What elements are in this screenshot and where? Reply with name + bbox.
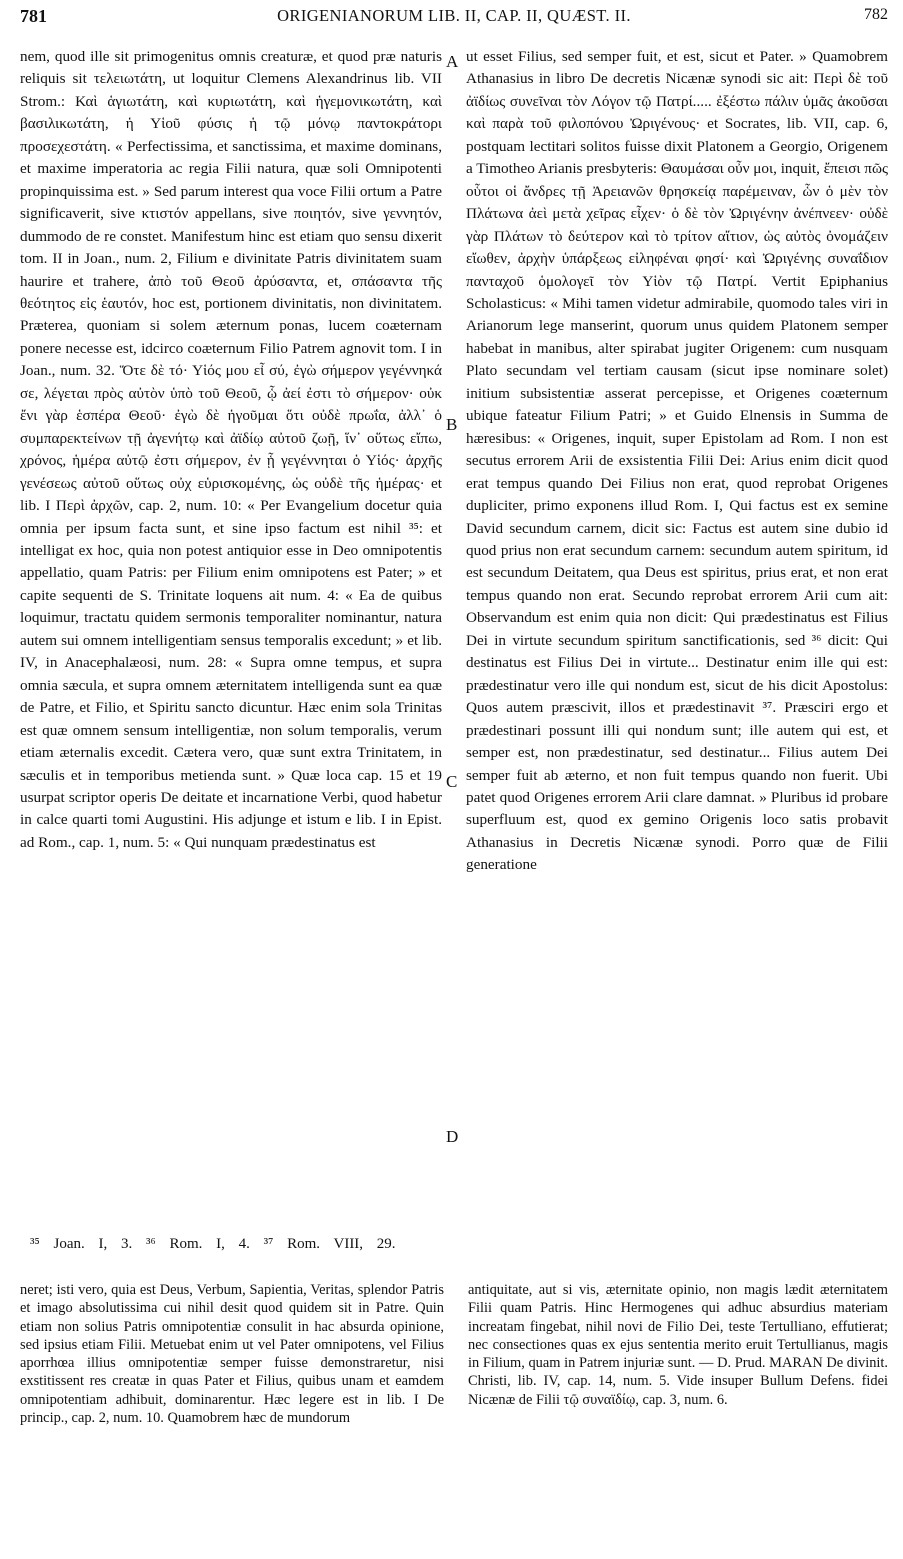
lower-right-note <box>468 1281 888 1409</box>
lower-left-text: neret; isti vero, quia est Deus, Verbum, Sapientia, Veritas, splendor Patris et imago absolutissima cui nihil desit quod quidem sit in Patre. Quin etiam non solius Patris omnipotentiæ consulit in hac absurda opinione, sed ipsius etiam Filii. Metuebat enim ut vel Pater omnipotens, vel Filius aporrhœa illius omnipotentiæ semper fuisse demonstraretur, nisi exstitissent res creatæ in quas Pater et Filius, quibus unam et eamdem omnipotentiam adhibuit, dominarentur. Hæc legere est in lib. I De princip., cap. 2, num. 10. Quamobrem hæc de mundorum <box>20 1282 444 1427</box>
page-number-right: 782 <box>864 6 888 23</box>
margin-marker-b: B <box>446 415 458 434</box>
footnotes: ³⁵ Joan. I, 3. ³⁶ Rom. I, 4. ³⁷ Rom. VIII, 29. <box>30 1236 396 1252</box>
right-column <box>466 46 888 877</box>
running-title: ORIGENIANORUM LIB. II, CAP. II, QUÆST. II. <box>277 6 631 25</box>
lower-right-text: antiquitate, aut si vis, æternitate opinio, non magis lædit æternitatem Filii quam Patris. Hinc Hermogenes qui adhuc absurdius materiam increatam fingebat, nihil novi de Filio Dei, teste Tertulliano, effutierat; nec consectiones quas ex ejus sententia merito eruit Tertullianus, magis in Filium, quam in Patrem injuriæ sunt. — D. Prud. MARAN De divinit. Christi, lib. IV, cap. 14, num. 5. Vide insuper Bullum Defens. fidei Nicænæ de Filii τῷ συναϊδίῳ, cap. 3, num. 6. <box>468 1282 888 1408</box>
page-number-left: 781 <box>20 6 47 26</box>
margin-marker-a: A <box>446 52 459 71</box>
margin-marker-d: D <box>446 1127 459 1146</box>
lower-left-note <box>20 1281 444 1427</box>
margin-marker-c: C <box>446 772 458 791</box>
page-header <box>20 6 888 32</box>
left-column <box>20 46 442 854</box>
right-column-text: ut esset Filius, sed semper fuit, et est, sicut et Pater. » Quamobrem Athanasius in libro De decretis Nicænæ synodi sic ait: Περὶ δὲ τοῦ ἀϊδίως συνεῖναι τὸν Λόγον τῷ Πατρί..... ἐξέστω πάλιν ὑμᾶς ἀκοῦσαι καὶ παρὰ τοῦ φιλοπόνου Ὠριγένους· et Socrates, lib. VII, cap. 6, postquam lectitari solitos fuisse dixit Platonem a Georgio, Origenem a Timotheo Arianis presbyteris: Θαυμάσαι οὖν μοι, inquit, ἔπεισι πῶς οὗτοι οἱ ἄνδρες τῇ Ἀρειανῶν θρησκείᾳ παρέμειναν, ὧν ὁ μὲν τὸν Πλάτωνα ἀεὶ μετὰ χεῖρας εἶχεν· ὁ δὲ τὸν Ὠριγένην ἀνέπνεεν· οὐδὲ γὰρ Πλάτων τὸ δεύτερον καὶ τὸ τρίτον αἴτιον, ὡς αὐτὸς ὀνομάζειν εἴωθεν, ἀρχὴν ὑπάρξεως εἰληφέναι φησί· καὶ Ὠριγένης συναΐδιον πανταχοῦ ὁμολογεῖ τὸν Υἱὸν τῷ Πατρί. Vertit Epiphanius Scholasticus: « Mihi tamen videtur admirabile, quomodo tales viri in Arianorum lege manserint, quorum unus quidem Platonem semper habebat in manibus, alter spirabat jugiter Origenem: cum nusquam Plato secundam vel tertiam causam (sicut ipse nominare solet) initium subsistentiæ asserat percepisse, et Origenes coæternum ubique fateatur Filium Patri; » et Guido Elnensis in Summa de hæresibus: « Origenes, inquit, super Epistolam ad Rom. I non est secutus errorem Arii de exsistentia Filii Dei: Arius enim dicit quod erat tempus quando Dei Filius non erat, quod reprobat Origenes dupliciter, primo exponens illud Rom. I, Qui factus est ex semine David secundum carnem, dicit sic: Factus est autem sine dubio id quod prius non erat secundum carnem: secundum autem spiritum, id est secundum Deitatem, qua Deus est spiritus, prius erat, et non erat tempus quando non erat. Secundo reprobat errorem Arii cum ait: Observandum est enim quia non dicit: Qui prædestinatus est Filius Dei in virtute secundum spiritum sanctificationis, sed ³⁶ dicit: Qui destinatus est Filius Dei in virtute... Destinatur enim ille qui est: prædestinatur vero ille qui nondum est, sicut de his dicit Apostolus: Quos autem præscivit, illos et prædestinavit ³⁷. Præsciri ergo et prædestinari possunt illi qui nondum sunt; ille autem qui est, et semper est, non prædestinatur, sed destinatur... Filius autem Dei semper fuit ab æterno, et non fuit tempus quando non fuerit. Ubi patet quod Origenes errorem Arii clare damnat. » Pluribus id probare superfluum est, quod ex gemino Origenis loco satis probavit Athanasius in Decretis Nicænæ synodi. Porro quæ de Filii generatione <box>466 48 888 874</box>
left-column-text: nem, quod ille sit primogenitus omnis creaturæ, et quod præ naturis reliquis sit τελειωτάτη, ut loquitur Clemens Alexandrinus lib. VII Strom.: Καὶ ἁγιωτάτη, καὶ κυριωτάτη, καὶ ἡγεμονικωτάτη, καὶ βασιλικωτάτη, ἡ Υἱοῦ φύσις ἡ τῷ μόνῳ παντοκράτορι προσεχεστάτη. « Perfectissima, et sanctissima, et maxime dominans, et maxime imperatoria ac regia Filii natura, quæ soli Omnipotenti propinquissima est. » Sed parum interest qua voce Filii ortum a Patre significaverit, sive κτιστόν appellans, sive ποιητόν, sive γεννητόν, dummodo de re constet. Manifestum hinc est etiam quo sensu dixerit tom. II in Joan., num. 2, Filium e divinitate Patris divinitatem suam haurire et trahere, ἀπὸ τοῦ Θεοῦ ἀρύσαντα, et, σπάσαντα τῆς θεότητος εἰς ἑαυτόν, hoc est, portionem divinitatis, non divinitatem. Præterea, quoniam si solem æternum ponas, lucem coæternam ponere necesse est, idcirco coæternum Filio Patrem agnovit tom. I in Joan., num. 32. Ὅτε δὲ τό· Υἱός μου εἶ σύ, ἐγὼ σήμερον γεγέννηκά σε, λέγεται πρὸς αὐτὸν ὑπὸ τοῦ Θεοῦ, ᾧ ἀεί ἐστι τὸ σήμερον· οὐκ ἔνι γὰρ ἑσπέρα Θεοῦ· ἐγὼ δὲ ἡγοῦμαι ὅτι οὐδὲ πρωΐα, ἀλλ᾽ ὁ συμπαρεκτείνων τῇ ἀγενήτῳ καὶ ἀϊδίῳ αὐτοῦ ζωῇ, ἵν᾽ οὕτως εἴπω, χρόνος, ἡμέρα αὐτῷ ἐστι σήμερον, ἐν ᾗ γεγέννηται ὁ Υἱός· ἀρχῆς γενέσεως αὐτοῦ οὕτως οὐχ εὑρισκομένης, ὡς οὐδὲ τῆς ἡμέρας· et lib. I Περὶ ἀρχῶν, cap. 2, num. 10: « Per Evangelium docetur quia omnia per ipsum facta sunt, et sine ipso factum est nihil ³⁵: et intelligat ex hoc, quia non potest antiquior esse in Deo omnipotentis appellatio, quam Patris: per Filium enim omnipotens est Pater; » et capite sequenti de S. Trinitate loquens ait num. 4: « Ea de quibus loquimur, tractatu quidem sermonis temporaliter nominantur, natura autem sui omnem intelligentiam sensus temporalis excedunt; » et lib. IV, in Anacephalæosi, num. 28: « Supra omne tempus, et supra omnia sæcula, et supra omnem æternitatem intelligenda sunt ea quæ de Patre, et Filio, et Spiritu sancto dicuntur. Hæc enim sola Trinitas est quæ omnem sensum intelligentiæ, non solum temporalis, verum etiam æternalis excedit. Cætera vero, quæ sunt extra Trinitatem, in sæculis et in temporibus metienda sunt. » Quæ loca cap. 15 et 19 usurpat scriptor operis De deitate et incarnatione Verbi, quod habetur in calce quarti tomi Augustini. His adjunge et istum e lib. I in Epist. ad Rom., cap. 1, num. 5: « Qui nunquam prædestinatus est <box>20 48 442 851</box>
